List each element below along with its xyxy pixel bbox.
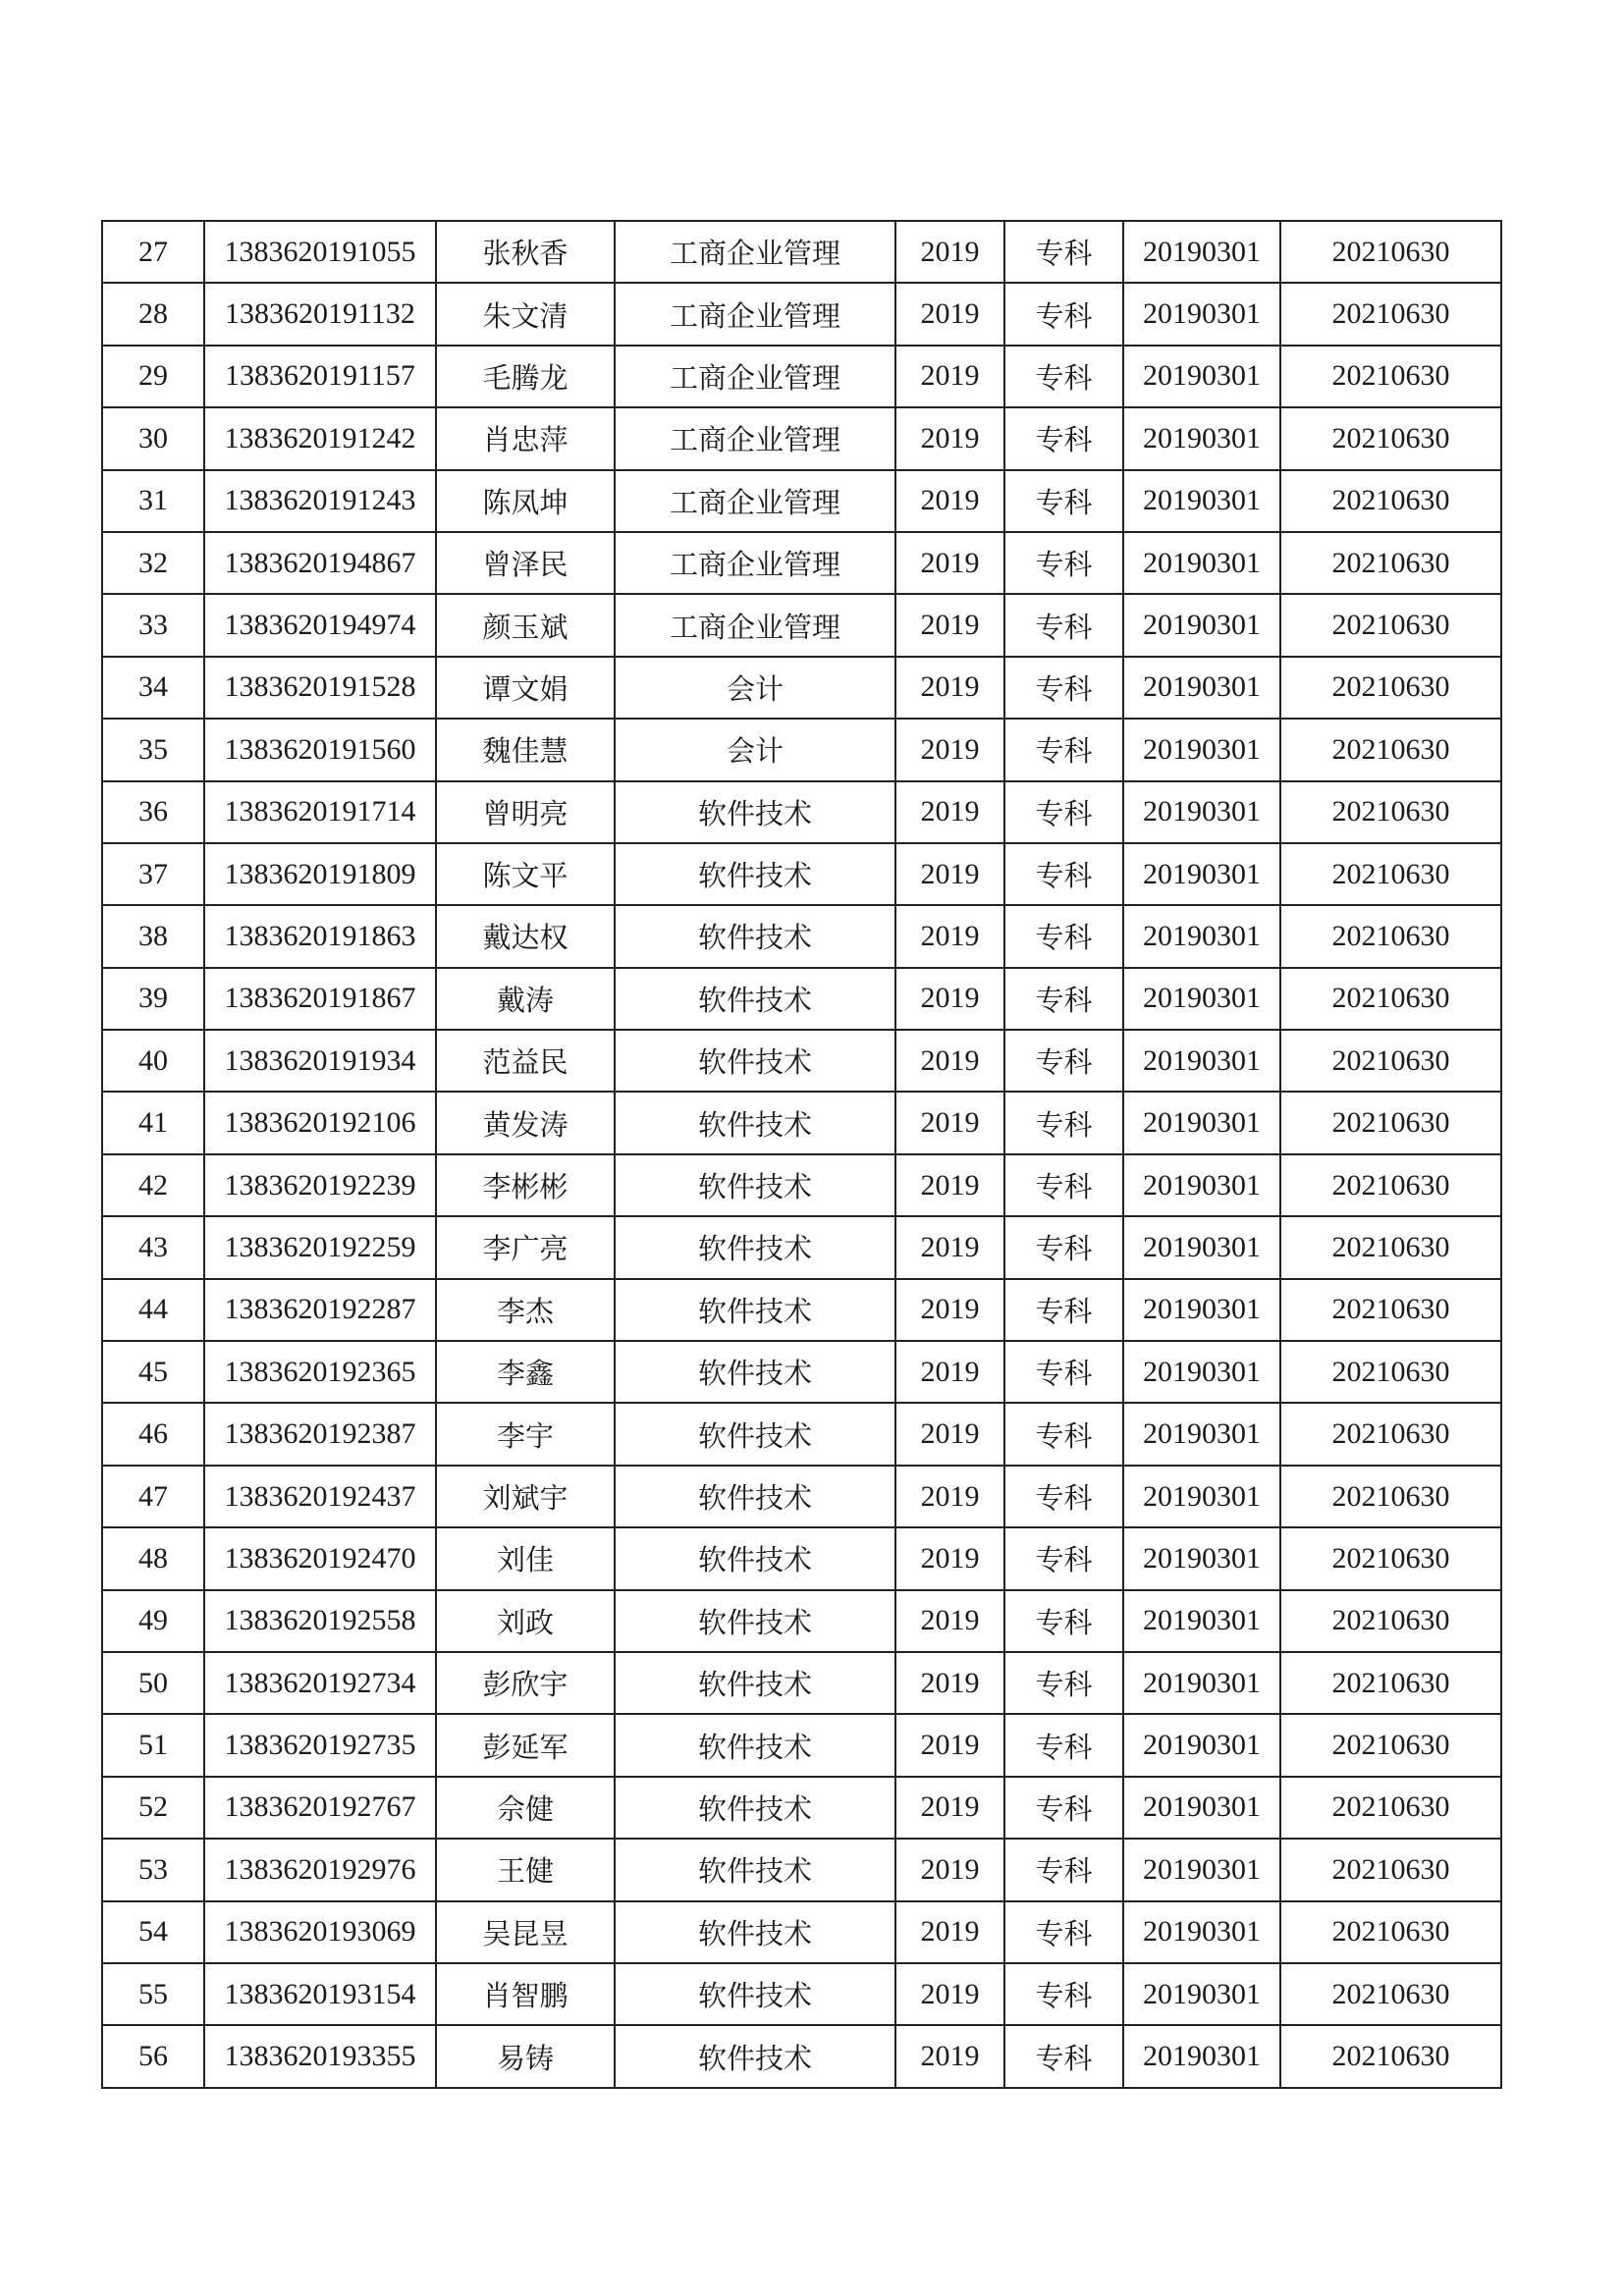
end-date-cell: 20210630 — [1280, 1403, 1501, 1465]
student-id-cell: 1383620191157 — [204, 346, 436, 407]
student-name-cell: 戴达权 — [436, 905, 615, 967]
major-cell: 软件技术 — [615, 1839, 895, 1900]
education-level-cell: 专科 — [1004, 407, 1123, 469]
end-date-cell: 20210630 — [1280, 781, 1501, 843]
enrollment-year-cell: 2019 — [895, 1279, 1004, 1341]
major-cell: 软件技术 — [615, 1777, 895, 1839]
table-row — [102, 1466, 1501, 1527]
row-number-cell: 40 — [102, 1030, 204, 1092]
row-number-cell: 47 — [102, 1466, 204, 1527]
table-row — [102, 719, 1501, 780]
row-number-cell: 30 — [102, 407, 204, 469]
student-id-cell: 1383620193154 — [204, 1963, 436, 2025]
student-id-cell: 1383620192259 — [204, 1216, 436, 1278]
start-date-cell: 20190301 — [1123, 1527, 1280, 1589]
enrollment-year-cell: 2019 — [895, 283, 1004, 345]
enrollment-year-cell: 2019 — [895, 2025, 1004, 2087]
student-id-cell: 1383620192735 — [204, 1714, 436, 1776]
major-cell: 工商企业管理 — [615, 346, 895, 407]
start-date-cell: 20190301 — [1123, 1279, 1280, 1341]
education-level-cell: 专科 — [1004, 1590, 1123, 1652]
enrollment-year-cell: 2019 — [895, 781, 1004, 843]
end-date-cell: 20210630 — [1280, 968, 1501, 1030]
student-id-cell: 1383620191055 — [204, 221, 436, 283]
enrollment-year-cell: 2019 — [895, 1092, 1004, 1153]
row-number-cell: 45 — [102, 1341, 204, 1403]
student-name-cell: 刘政 — [436, 1590, 615, 1652]
start-date-cell: 20190301 — [1123, 1092, 1280, 1153]
student-name-cell: 范益民 — [436, 1030, 615, 1092]
student-id-cell: 1383620192239 — [204, 1154, 436, 1216]
end-date-cell: 20210630 — [1280, 1092, 1501, 1153]
start-date-cell: 20190301 — [1123, 1901, 1280, 1963]
start-date-cell: 20190301 — [1123, 719, 1280, 780]
row-number-cell: 38 — [102, 905, 204, 967]
enrollment-year-cell: 2019 — [895, 221, 1004, 283]
start-date-cell: 20190301 — [1123, 346, 1280, 407]
major-cell: 软件技术 — [615, 843, 895, 905]
student-id-cell: 1383620191528 — [204, 657, 436, 719]
education-level-cell: 专科 — [1004, 843, 1123, 905]
start-date-cell: 20190301 — [1123, 2025, 1280, 2087]
major-cell: 软件技术 — [615, 1466, 895, 1527]
education-level-cell: 专科 — [1004, 657, 1123, 719]
start-date-cell: 20190301 — [1123, 1341, 1280, 1403]
student-id-cell: 1383620192976 — [204, 1839, 436, 1900]
row-number-cell: 52 — [102, 1777, 204, 1839]
student-name-cell: 彭欣宇 — [436, 1652, 615, 1714]
start-date-cell: 20190301 — [1123, 781, 1280, 843]
row-number-cell: 46 — [102, 1403, 204, 1465]
education-level-cell: 专科 — [1004, 1216, 1123, 1278]
table-row — [102, 594, 1501, 656]
student-id-cell: 1383620191867 — [204, 968, 436, 1030]
enrollment-year-cell: 2019 — [895, 657, 1004, 719]
student-name-cell: 陈凤坤 — [436, 470, 615, 532]
student-name-cell: 彭延军 — [436, 1714, 615, 1776]
major-cell: 软件技术 — [615, 1963, 895, 2025]
end-date-cell: 20210630 — [1280, 1590, 1501, 1652]
row-number-cell: 33 — [102, 594, 204, 656]
table-row — [102, 1901, 1501, 1963]
student-id-cell: 1383620194974 — [204, 594, 436, 656]
table-row — [102, 905, 1501, 967]
major-cell: 软件技术 — [615, 1590, 895, 1652]
table-row — [102, 532, 1501, 594]
education-level-cell: 专科 — [1004, 2025, 1123, 2087]
student-name-cell: 陈文平 — [436, 843, 615, 905]
student-id-cell: 1383620191934 — [204, 1030, 436, 1092]
student-name-cell: 谭文娟 — [436, 657, 615, 719]
row-number-cell: 32 — [102, 532, 204, 594]
start-date-cell: 20190301 — [1123, 1839, 1280, 1900]
major-cell: 工商企业管理 — [615, 407, 895, 469]
major-cell: 工商企业管理 — [615, 532, 895, 594]
education-level-cell: 专科 — [1004, 1527, 1123, 1589]
student-name-cell: 李宇 — [436, 1403, 615, 1465]
student-id-cell: 1383620191242 — [204, 407, 436, 469]
end-date-cell: 20210630 — [1280, 594, 1501, 656]
table-row — [102, 407, 1501, 469]
end-date-cell: 20210630 — [1280, 1030, 1501, 1092]
table-row — [102, 1403, 1501, 1465]
end-date-cell: 20210630 — [1280, 1466, 1501, 1527]
student-id-cell: 1383620192287 — [204, 1279, 436, 1341]
start-date-cell: 20190301 — [1123, 657, 1280, 719]
student-id-cell: 1383620191243 — [204, 470, 436, 532]
student-name-cell: 曾泽民 — [436, 532, 615, 594]
table-row — [102, 968, 1501, 1030]
enrollment-year-cell: 2019 — [895, 1963, 1004, 2025]
row-number-cell: 50 — [102, 1652, 204, 1714]
end-date-cell: 20210630 — [1280, 470, 1501, 532]
row-number-cell: 53 — [102, 1839, 204, 1900]
table-row — [102, 221, 1501, 283]
student-name-cell: 朱文清 — [436, 283, 615, 345]
end-date-cell: 20210630 — [1280, 532, 1501, 594]
end-date-cell: 20210630 — [1280, 1216, 1501, 1278]
table-row — [102, 1590, 1501, 1652]
major-cell: 软件技术 — [615, 968, 895, 1030]
start-date-cell: 20190301 — [1123, 843, 1280, 905]
major-cell: 软件技术 — [615, 1527, 895, 1589]
table-row — [102, 1216, 1501, 1278]
education-level-cell: 专科 — [1004, 1714, 1123, 1776]
student-id-cell: 1383620191863 — [204, 905, 436, 967]
end-date-cell: 20210630 — [1280, 657, 1501, 719]
start-date-cell: 20190301 — [1123, 594, 1280, 656]
end-date-cell: 20210630 — [1280, 843, 1501, 905]
table-row — [102, 1714, 1501, 1776]
student-id-cell: 1383620192365 — [204, 1341, 436, 1403]
row-number-cell: 28 — [102, 283, 204, 345]
start-date-cell: 20190301 — [1123, 1590, 1280, 1652]
end-date-cell: 20210630 — [1280, 1777, 1501, 1839]
table-row — [102, 346, 1501, 407]
start-date-cell: 20190301 — [1123, 532, 1280, 594]
education-level-cell: 专科 — [1004, 968, 1123, 1030]
enrollment-year-cell: 2019 — [895, 968, 1004, 1030]
row-number-cell: 43 — [102, 1216, 204, 1278]
education-level-cell: 专科 — [1004, 221, 1123, 283]
major-cell: 工商企业管理 — [615, 470, 895, 532]
end-date-cell: 20210630 — [1280, 2025, 1501, 2087]
student-name-cell: 颜玉斌 — [436, 594, 615, 656]
major-cell: 软件技术 — [615, 1403, 895, 1465]
education-level-cell: 专科 — [1004, 1341, 1123, 1403]
row-number-cell: 55 — [102, 1963, 204, 2025]
major-cell: 工商企业管理 — [615, 283, 895, 345]
enrollment-year-cell: 2019 — [895, 905, 1004, 967]
enrollment-year-cell: 2019 — [895, 843, 1004, 905]
table-row — [102, 470, 1501, 532]
start-date-cell: 20190301 — [1123, 407, 1280, 469]
major-cell: 软件技术 — [615, 1092, 895, 1153]
education-level-cell: 专科 — [1004, 1279, 1123, 1341]
row-number-cell: 41 — [102, 1092, 204, 1153]
roster-body — [102, 221, 1501, 2088]
student-id-cell: 1383620191132 — [204, 283, 436, 345]
enrollment-year-cell: 2019 — [895, 346, 1004, 407]
row-number-cell: 48 — [102, 1527, 204, 1589]
student-id-cell: 1383620192106 — [204, 1092, 436, 1153]
education-level-cell: 专科 — [1004, 1839, 1123, 1900]
table-row — [102, 1092, 1501, 1153]
major-cell: 工商企业管理 — [615, 221, 895, 283]
student-roster-table — [101, 220, 1502, 2089]
major-cell: 软件技术 — [615, 1279, 895, 1341]
student-id-cell: 1383620193355 — [204, 2025, 436, 2087]
row-number-cell: 27 — [102, 221, 204, 283]
major-cell: 软件技术 — [615, 2025, 895, 2087]
education-level-cell: 专科 — [1004, 470, 1123, 532]
row-number-cell: 36 — [102, 781, 204, 843]
enrollment-year-cell: 2019 — [895, 1527, 1004, 1589]
major-cell: 工商企业管理 — [615, 594, 895, 656]
enrollment-year-cell: 2019 — [895, 1030, 1004, 1092]
major-cell: 软件技术 — [615, 1154, 895, 1216]
student-name-cell: 魏佳慧 — [436, 719, 615, 780]
education-level-cell: 专科 — [1004, 1901, 1123, 1963]
student-name-cell: 佘健 — [436, 1777, 615, 1839]
end-date-cell: 20210630 — [1280, 221, 1501, 283]
student-name-cell: 李鑫 — [436, 1341, 615, 1403]
education-level-cell: 专科 — [1004, 1777, 1123, 1839]
education-level-cell: 专科 — [1004, 905, 1123, 967]
enrollment-year-cell: 2019 — [895, 1403, 1004, 1465]
start-date-cell: 20190301 — [1123, 968, 1280, 1030]
student-id-cell: 1383620192387 — [204, 1403, 436, 1465]
end-date-cell: 20210630 — [1280, 1652, 1501, 1714]
student-name-cell: 李彬彬 — [436, 1154, 615, 1216]
major-cell: 软件技术 — [615, 781, 895, 843]
student-id-cell: 1383620193069 — [204, 1901, 436, 1963]
table-row — [102, 283, 1501, 345]
student-name-cell: 肖忠萍 — [436, 407, 615, 469]
row-number-cell: 44 — [102, 1279, 204, 1341]
end-date-cell: 20210630 — [1280, 1714, 1501, 1776]
major-cell: 软件技术 — [615, 1216, 895, 1278]
end-date-cell: 20210630 — [1280, 905, 1501, 967]
end-date-cell: 20210630 — [1280, 407, 1501, 469]
row-number-cell: 29 — [102, 346, 204, 407]
table-row — [102, 781, 1501, 843]
major-cell: 软件技术 — [615, 1341, 895, 1403]
student-name-cell: 曾明亮 — [436, 781, 615, 843]
student-id-cell: 1383620192437 — [204, 1466, 436, 1527]
row-number-cell: 42 — [102, 1154, 204, 1216]
start-date-cell: 20190301 — [1123, 283, 1280, 345]
education-level-cell: 专科 — [1004, 1652, 1123, 1714]
education-level-cell: 专科 — [1004, 283, 1123, 345]
student-name-cell: 张秋香 — [436, 221, 615, 283]
student-name-cell: 吴昆昱 — [436, 1901, 615, 1963]
major-cell: 软件技术 — [615, 1652, 895, 1714]
student-id-cell: 1383620191714 — [204, 781, 436, 843]
enrollment-year-cell: 2019 — [895, 1216, 1004, 1278]
enrollment-year-cell: 2019 — [895, 1341, 1004, 1403]
student-name-cell: 王健 — [436, 1839, 615, 1900]
enrollment-year-cell: 2019 — [895, 1901, 1004, 1963]
student-id-cell: 1383620191560 — [204, 719, 436, 780]
end-date-cell: 20210630 — [1280, 1154, 1501, 1216]
student-id-cell: 1383620194867 — [204, 532, 436, 594]
education-level-cell: 专科 — [1004, 1403, 1123, 1465]
student-roster-sheet — [101, 220, 1500, 2089]
start-date-cell: 20190301 — [1123, 470, 1280, 532]
row-number-cell: 34 — [102, 657, 204, 719]
major-cell: 软件技术 — [615, 1714, 895, 1776]
end-date-cell: 20210630 — [1280, 1279, 1501, 1341]
education-level-cell: 专科 — [1004, 781, 1123, 843]
student-id-cell: 1383620192558 — [204, 1590, 436, 1652]
education-level-cell: 专科 — [1004, 594, 1123, 656]
student-id-cell: 1383620192470 — [204, 1527, 436, 1589]
row-number-cell: 31 — [102, 470, 204, 532]
enrollment-year-cell: 2019 — [895, 1590, 1004, 1652]
start-date-cell: 20190301 — [1123, 1403, 1280, 1465]
student-name-cell: 李杰 — [436, 1279, 615, 1341]
start-date-cell: 20190301 — [1123, 1216, 1280, 1278]
table-row — [102, 657, 1501, 719]
student-name-cell: 黄发涛 — [436, 1092, 615, 1153]
enrollment-year-cell: 2019 — [895, 594, 1004, 656]
table-row — [102, 1341, 1501, 1403]
enrollment-year-cell: 2019 — [895, 719, 1004, 780]
table-row — [102, 843, 1501, 905]
row-number-cell: 51 — [102, 1714, 204, 1776]
table-row — [102, 1030, 1501, 1092]
enrollment-year-cell: 2019 — [895, 1714, 1004, 1776]
education-level-cell: 专科 — [1004, 346, 1123, 407]
start-date-cell: 20190301 — [1123, 1154, 1280, 1216]
table-row — [102, 1963, 1501, 2025]
table-row — [102, 1777, 1501, 1839]
start-date-cell: 20190301 — [1123, 1030, 1280, 1092]
start-date-cell: 20190301 — [1123, 1714, 1280, 1776]
enrollment-year-cell: 2019 — [895, 1154, 1004, 1216]
major-cell: 软件技术 — [615, 1030, 895, 1092]
education-level-cell: 专科 — [1004, 532, 1123, 594]
table-row — [102, 1527, 1501, 1589]
enrollment-year-cell: 2019 — [895, 1839, 1004, 1900]
student-name-cell: 毛腾龙 — [436, 346, 615, 407]
student-name-cell: 刘佳 — [436, 1527, 615, 1589]
end-date-cell: 20210630 — [1280, 719, 1501, 780]
student-name-cell: 戴涛 — [436, 968, 615, 1030]
enrollment-year-cell: 2019 — [895, 1466, 1004, 1527]
end-date-cell: 20210630 — [1280, 1963, 1501, 2025]
education-level-cell: 专科 — [1004, 1963, 1123, 2025]
start-date-cell: 20190301 — [1123, 1963, 1280, 2025]
table-row — [102, 1154, 1501, 1216]
enrollment-year-cell: 2019 — [895, 1777, 1004, 1839]
end-date-cell: 20210630 — [1280, 1901, 1501, 1963]
student-name-cell: 肖智鹏 — [436, 1963, 615, 2025]
education-level-cell: 专科 — [1004, 1154, 1123, 1216]
enrollment-year-cell: 2019 — [895, 532, 1004, 594]
enrollment-year-cell: 2019 — [895, 407, 1004, 469]
row-number-cell: 54 — [102, 1901, 204, 1963]
enrollment-year-cell: 2019 — [895, 1652, 1004, 1714]
row-number-cell: 49 — [102, 1590, 204, 1652]
end-date-cell: 20210630 — [1280, 1839, 1501, 1900]
major-cell: 软件技术 — [615, 1901, 895, 1963]
education-level-cell: 专科 — [1004, 1092, 1123, 1153]
start-date-cell: 20190301 — [1123, 905, 1280, 967]
education-level-cell: 专科 — [1004, 719, 1123, 780]
table-row — [102, 1652, 1501, 1714]
row-number-cell: 37 — [102, 843, 204, 905]
start-date-cell: 20190301 — [1123, 1652, 1280, 1714]
start-date-cell: 20190301 — [1123, 1777, 1280, 1839]
major-cell: 会计 — [615, 719, 895, 780]
end-date-cell: 20210630 — [1280, 283, 1501, 345]
education-level-cell: 专科 — [1004, 1030, 1123, 1092]
enrollment-year-cell: 2019 — [895, 470, 1004, 532]
student-name-cell: 刘斌宇 — [436, 1466, 615, 1527]
end-date-cell: 20210630 — [1280, 1527, 1501, 1589]
table-row — [102, 2025, 1501, 2087]
student-id-cell: 1383620192767 — [204, 1777, 436, 1839]
row-number-cell: 56 — [102, 2025, 204, 2087]
student-id-cell: 1383620191809 — [204, 843, 436, 905]
table-row — [102, 1839, 1501, 1900]
major-cell: 软件技术 — [615, 905, 895, 967]
student-name-cell: 李广亮 — [436, 1216, 615, 1278]
start-date-cell: 20190301 — [1123, 1466, 1280, 1527]
row-number-cell: 35 — [102, 719, 204, 780]
table-row — [102, 1279, 1501, 1341]
end-date-cell: 20210630 — [1280, 346, 1501, 407]
student-id-cell: 1383620192734 — [204, 1652, 436, 1714]
start-date-cell: 20190301 — [1123, 221, 1280, 283]
row-number-cell: 39 — [102, 968, 204, 1030]
student-name-cell: 易铸 — [436, 2025, 615, 2087]
education-level-cell: 专科 — [1004, 1466, 1123, 1527]
end-date-cell: 20210630 — [1280, 1341, 1501, 1403]
major-cell: 会计 — [615, 657, 895, 719]
